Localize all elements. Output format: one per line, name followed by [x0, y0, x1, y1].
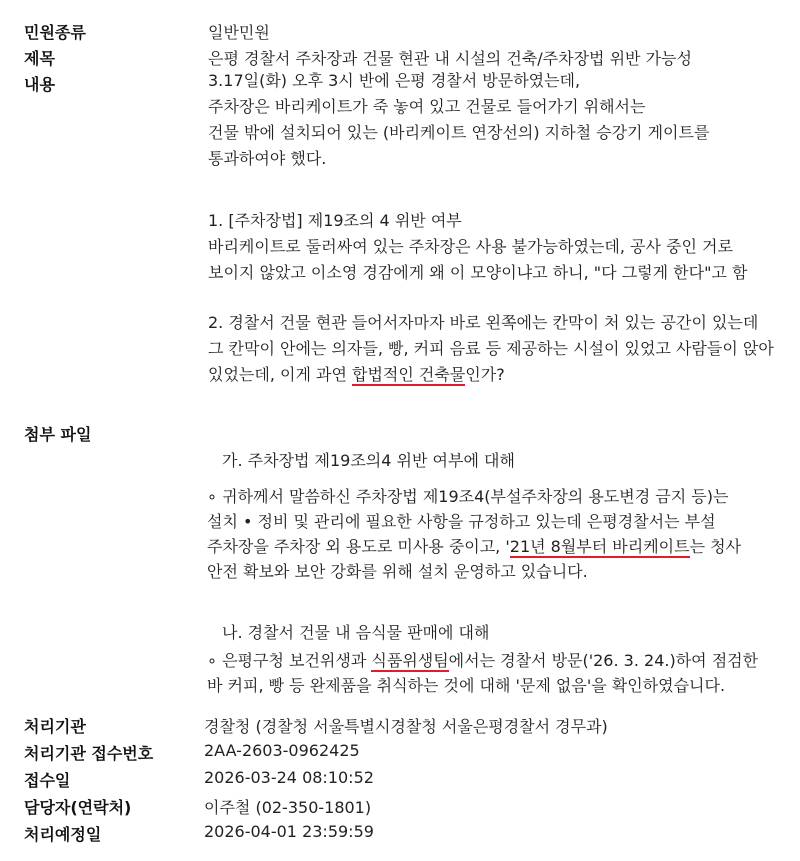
attachment-label: 첨부 파일 — [24, 425, 92, 444]
section-b-title — [222, 620, 489, 645]
content-item-2 — [208, 310, 774, 388]
agency-label: 처리기관 — [24, 717, 86, 736]
receipt-date-label: 접수일 — [24, 771, 71, 790]
content-item-2-line: 2. 경찰서 건물 현관 들어서자마자 바로 왼쪽에는 칸막이 처 있는 공간이 있는데 — [208, 313, 759, 332]
complaint-type-value: 일반민원 — [208, 23, 270, 42]
section-a-line: ∘ 귀하께서 말씀하신 주차장법 제19조4(부설주차장의 용도변경 금지 등)는 — [207, 487, 729, 506]
content-item-1-line: 보이지 않았고 이소영 경감에게 왜 이 모양이냐고 하니, "다 그렇게 한다"고 함 — [208, 263, 748, 282]
complaint-type-label: 민원종류 — [24, 23, 86, 42]
text-segment: 에서는 경찰서 방문('26. 3. 24.)하여 점검한 — [448, 651, 759, 670]
content-item-2-line: 그 칸막이 안에는 의자들, 빵, 커피 음료 등 제공하는 시설이 있었고 사람들이 앉아 — [208, 339, 774, 358]
content-intro — [208, 68, 709, 172]
section-b-line: 바 커피, 빵 등 완제품을 취식하는 것에 대해 '문제 없음'을 확인하였습니다. — [207, 676, 726, 695]
section-b-body — [207, 648, 758, 698]
content-label: 내용 — [24, 75, 55, 94]
text-segment: 주차장을 주차장 외 용도로 미사용 중이고, ' — [207, 537, 510, 556]
receipt-date-value: 2026-03-24 08:10:52 — [204, 768, 374, 787]
content-item-1 — [208, 208, 747, 286]
content-intro-line: 3.17일(화) 오후 3시 반에 은평 경찰서 방문하였는데, — [208, 71, 581, 90]
text-segment: 있었는데, 이게 과연 — [208, 365, 352, 384]
content-intro-line: 건물 밖에 설치되어 있는 (바리케이트 연장선의) 지하철 승강기 게이트를 — [208, 123, 710, 142]
receipt-number-value: 2AA-2603-0962425 — [204, 741, 360, 760]
text-segment: 인가? — [465, 365, 505, 384]
content-item-2-last-line — [208, 362, 774, 388]
section-a-line: 설치 • 정비 및 관리에 필요한 사항을 규정하고 있는데 은평경찰서는 부설 — [207, 512, 716, 531]
section-a-line: 안전 확보와 보안 강화를 위해 설치 운영하고 있습니다. — [207, 562, 588, 581]
section-b-line — [207, 648, 758, 673]
officer-value: 이주철 (02-350-1801) — [204, 798, 372, 817]
highlighted-text: 식품위생팀 — [371, 651, 449, 670]
section-a-line — [207, 534, 741, 559]
title-label: 제목 — [24, 49, 55, 68]
receipt-number-label: 처리기관 접수번호 — [24, 744, 154, 763]
content-intro-line: 주차장은 바리케이트가 죽 놓여 있고 건물로 들어가기 위해서는 — [208, 97, 646, 116]
content-item-1-line: 1. [주차장법] 제19조의 4 위반 여부 — [208, 211, 462, 230]
due-date-value: 2026-04-01 23:59:59 — [204, 822, 374, 841]
agency-value: 경찰청 (경찰청 서울특별시경찰청 서울은평경찰서 경무과) — [204, 717, 608, 736]
officer-label: 담당자(연락처) — [24, 798, 132, 817]
text-segment: 는 청사 — [689, 537, 742, 556]
content-item-1-line: 바리케이트로 둘러싸여 있는 주차장은 사용 불가능하였는데, 공사 중인 거로 — [208, 237, 733, 256]
section-a-title-text: 가. 주차장법 제19조의4 위반 여부에 대해 — [222, 451, 515, 470]
highlighted-text: 합법적인 건축물 — [352, 365, 466, 384]
content-intro-line: 통과하여야 했다. — [208, 149, 327, 168]
section-b-title-text: 나. 경찰서 건물 내 음식물 판매에 대해 — [222, 623, 490, 642]
section-a-body — [207, 484, 741, 584]
due-date-label: 처리예정일 — [24, 825, 102, 844]
text-segment: ∘ 은평구청 보건위생과 — [207, 651, 372, 670]
section-a-title — [222, 448, 515, 473]
title-value: 은평 경찰서 주차장과 건물 현관 내 시설의 건축/주차장법 위반 가능성 — [208, 49, 692, 68]
highlighted-text: 21년 8월부터 바리케이트 — [509, 537, 690, 556]
